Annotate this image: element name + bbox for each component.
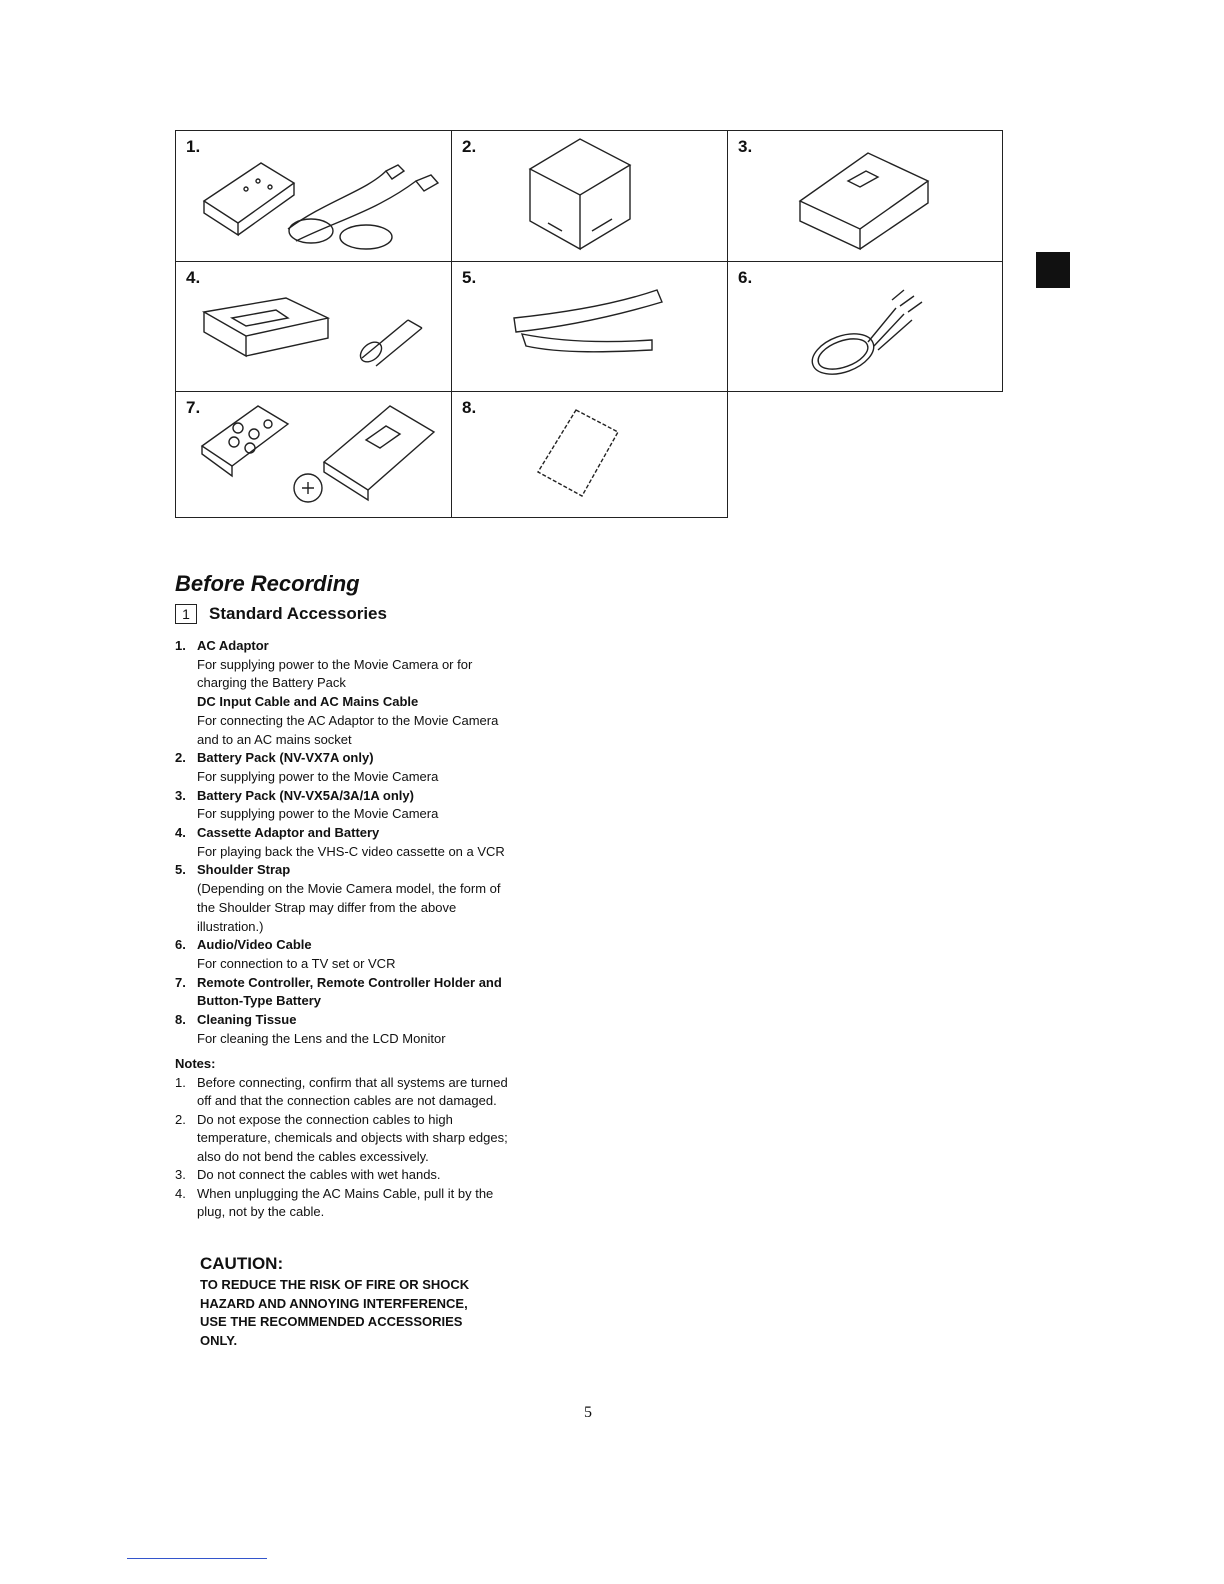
item-text: For supplying power to the Movie Camera or for [197, 656, 473, 672]
list-item [175, 824, 575, 861]
note-number: 1. [175, 1074, 186, 1090]
list-item [175, 936, 575, 973]
caution-line: USE THE RECOMMENDED ACCESSORIES [200, 1314, 463, 1330]
item-heading: DC Input Cable and AC Mains Cable [197, 694, 419, 710]
item-heading: Battery Pack (NV-VX5A/3A/1A only) [197, 787, 414, 803]
ac-adaptor-icon [176, 131, 453, 263]
cell-number: 1. [186, 137, 201, 156]
note-item [175, 1185, 575, 1222]
note-item [175, 1166, 575, 1185]
note-text: Do not expose the connection cables to high [197, 1111, 453, 1127]
item-text: For playing back the VHS-C video cassette on a VCR [197, 843, 505, 859]
cell-7 [175, 391, 452, 518]
item-heading: AC Adaptor [197, 638, 269, 653]
item-text: (Depending on the Movie Camera model, the form of [197, 881, 501, 897]
page-number: 5 [584, 1404, 592, 1421]
section-number: 1 [175, 604, 197, 624]
notes [175, 1055, 575, 1222]
item-heading: Button-Type Battery [197, 993, 321, 1009]
item-text: For cleaning the Lens and the LCD Monitor [197, 1030, 446, 1046]
page-title: Before Recording [175, 571, 360, 596]
caution-line: TO REDUCE THE RISK OF FIRE OR SHOCK [200, 1277, 470, 1292]
item-number: 1. [175, 638, 186, 653]
footer-rule [127, 1558, 267, 1559]
cell-5 [451, 261, 728, 392]
caution-text [200, 1276, 560, 1351]
item-heading: Battery Pack (NV-VX7A only) [197, 750, 374, 766]
item-text: illustration.) [197, 918, 264, 934]
list-item [175, 749, 575, 786]
item-text: For supplying power to the Movie Camera [197, 768, 439, 784]
item-text: For supplying power to the Movie Camera [197, 806, 439, 822]
note-item [175, 1074, 575, 1111]
caution-box [200, 1254, 560, 1351]
item-number: 7. [175, 974, 186, 990]
accessory-list [175, 637, 575, 1048]
small-battery-pack-icon [728, 131, 1004, 263]
cell-number: 8. [462, 398, 477, 417]
note-text: temperature, chemicals and objects with sharp edges; [197, 1130, 508, 1145]
item-text: charging the Battery Pack [197, 675, 346, 691]
item-text: For connecting the AC Adaptor to the Movie Camera [197, 712, 499, 728]
av-cable-icon [728, 262, 1004, 393]
note-text: off and that the connection cables are not damaged. [197, 1093, 497, 1108]
item-heading: Remote Controller, Remote Controller Holder and [197, 974, 502, 990]
item-number: 3. [175, 787, 186, 803]
item-text: the Shoulder Strap may differ from the above [197, 899, 457, 915]
cell-number: 4. [186, 268, 201, 287]
note-item [175, 1111, 575, 1167]
battery-pack-icon [452, 131, 729, 263]
list-item [175, 1011, 575, 1048]
note-text: plug, not by the cable. [197, 1204, 325, 1219]
item-number: 5. [175, 862, 186, 878]
cell-number: 5. [462, 268, 477, 287]
cell-number: 2. [462, 137, 477, 156]
note-number: 4. [175, 1185, 186, 1201]
notes-heading: Notes: [175, 1056, 216, 1071]
note-text: also do not bend the cables excessively. [197, 1148, 429, 1164]
note-text: Before connecting, confirm that all systems are turned [197, 1074, 508, 1090]
cell-3 [727, 130, 1003, 262]
cell-6 [727, 261, 1003, 392]
note-text: Do not connect the cables with wet hands. [197, 1167, 441, 1182]
section-label: Standard Accessories [209, 604, 387, 623]
accessories-grid [175, 130, 1003, 518]
section-heading [175, 604, 387, 624]
item-heading: Cassette Adaptor and Battery [197, 825, 380, 841]
cell-number: 7. [186, 398, 201, 417]
cell-1 [175, 130, 452, 262]
item-text: and to an AC mains socket [197, 731, 352, 747]
cell-4 [175, 261, 452, 392]
item-heading: Shoulder Strap [197, 862, 291, 878]
note-text: When unplugging the AC Mains Cable, pull it by the [197, 1185, 494, 1201]
note-number: 2. [175, 1111, 186, 1127]
item-text: For connection to a TV set or VCR [197, 955, 396, 971]
cell-number: 3. [738, 137, 753, 156]
list-item [175, 787, 575, 824]
cleaning-tissue-icon [452, 392, 729, 519]
item-number: 2. [175, 750, 186, 766]
item-number: 4. [175, 825, 186, 841]
shoulder-strap-icon [452, 262, 729, 393]
note-number: 3. [175, 1167, 186, 1182]
cell-8 [451, 391, 728, 518]
item-heading: Audio/Video Cable [197, 937, 312, 953]
list-item [175, 974, 575, 1011]
cassette-adaptor-icon [176, 262, 453, 393]
caution-line: HAZARD AND ANNOYING INTERFERENCE, [200, 1295, 468, 1311]
page-tab-marker [1036, 252, 1070, 288]
item-number: 8. [175, 1012, 186, 1028]
list-item [175, 861, 575, 936]
cell-number: 6. [738, 268, 753, 287]
item-heading: Cleaning Tissue [197, 1012, 297, 1028]
list-item [175, 637, 575, 749]
remote-controller-icon [176, 392, 453, 519]
caution-line: ONLY. [200, 1333, 238, 1349]
item-number: 6. [175, 937, 186, 953]
cell-2 [451, 130, 728, 262]
caution-heading: CAUTION: [200, 1254, 284, 1273]
